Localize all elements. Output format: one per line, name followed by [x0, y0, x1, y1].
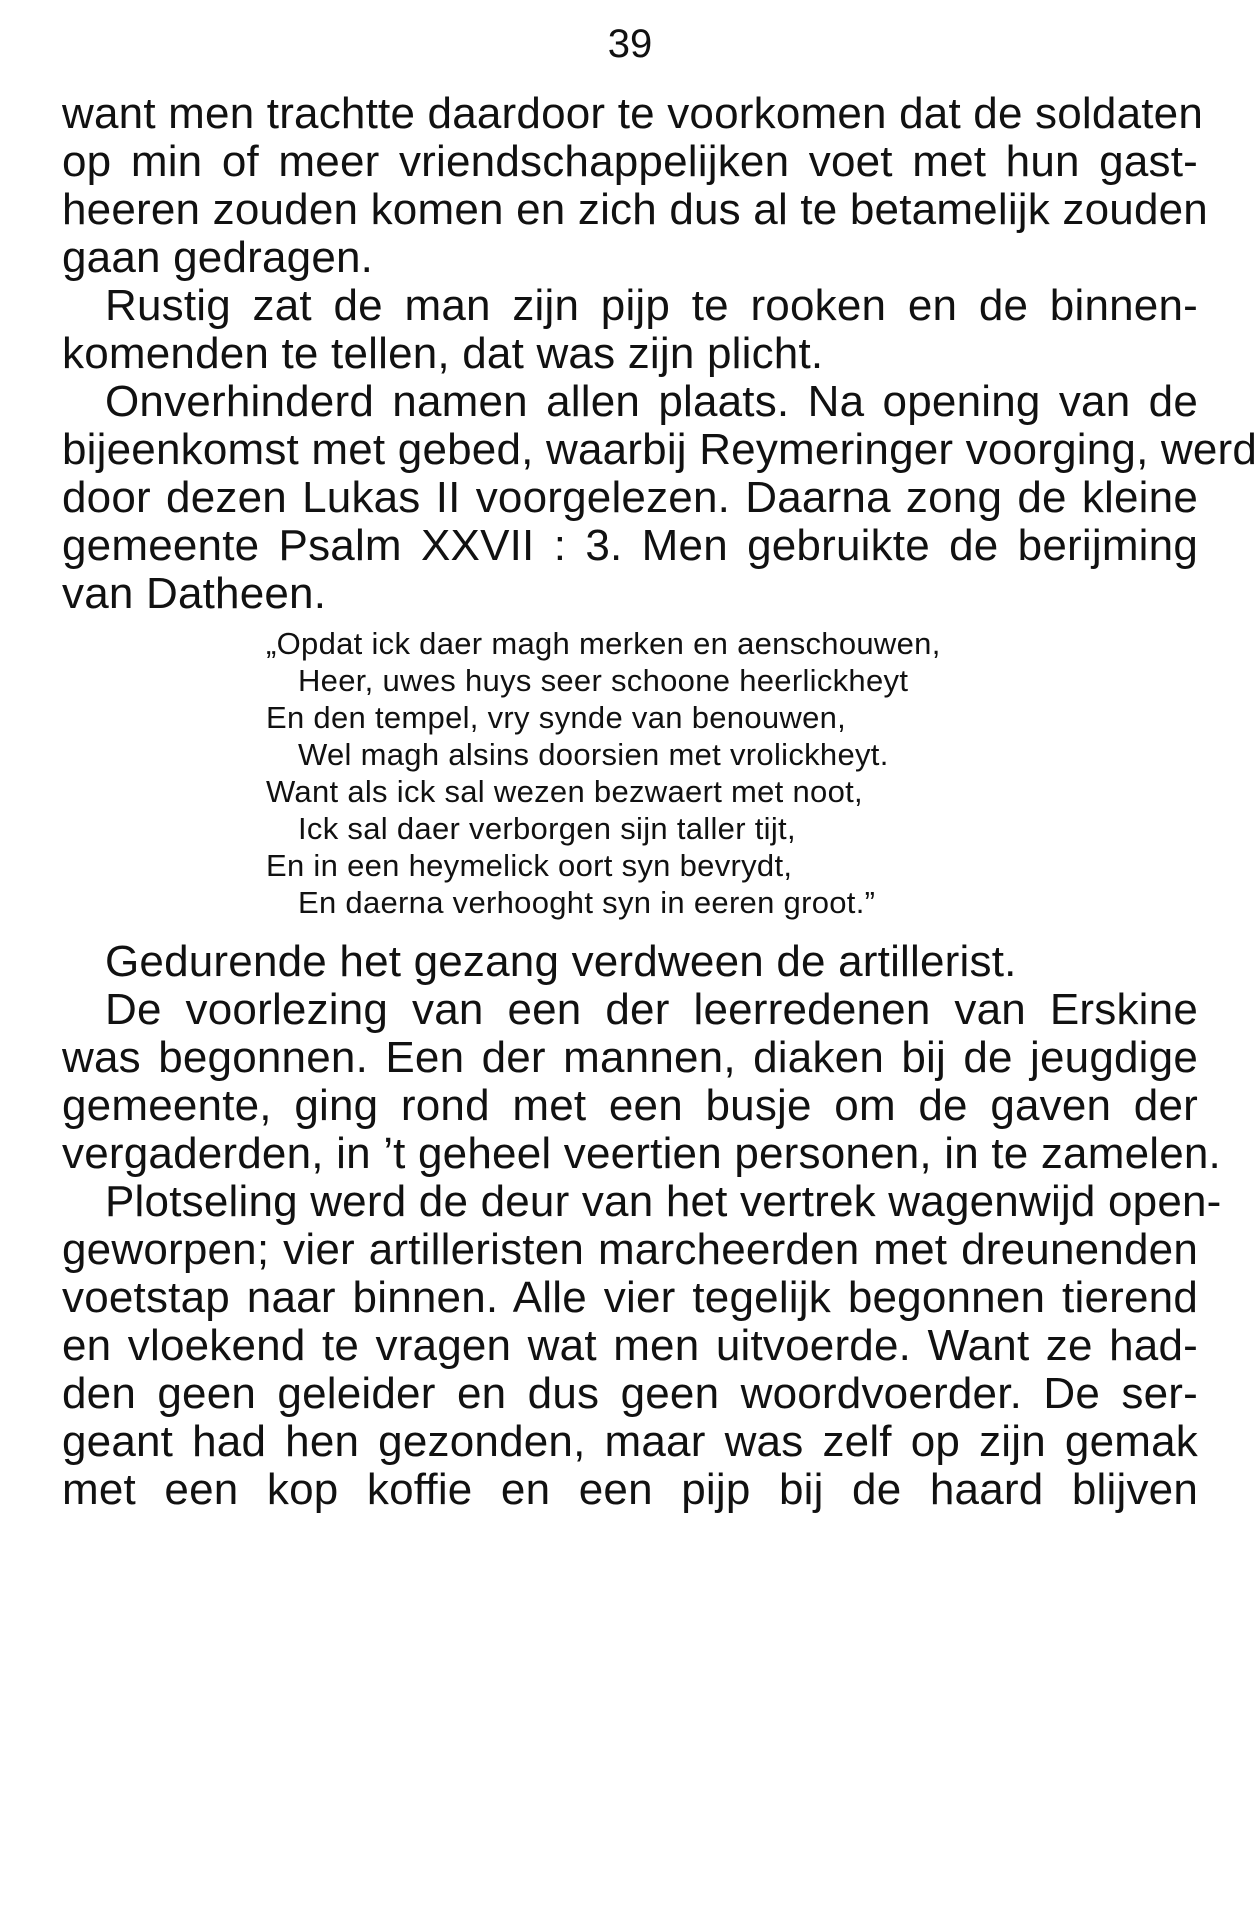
page-number: 39	[607, 22, 653, 66]
text-line: vergaderden, in ’t geheel veertien personen, in te zamelen.	[62, 1129, 1221, 1178]
verse-line: Want als ick sal wezen bezwaert met noot,	[266, 774, 863, 809]
text-line: geworpen; vier artilleristen marcheerden met dreunenden	[62, 1225, 1198, 1274]
verse-line: „Opdat ick daer magh merken en aenschouwen,	[266, 626, 941, 661]
text-line: door dezen Lukas II voorgelezen. Daarna zong de kleine	[62, 473, 1198, 522]
text-line: van Datheen.	[62, 569, 327, 618]
text-line: Plotseling werd de deur van het vertrek wagenwijd open-	[105, 1177, 1222, 1226]
verse-line: En daerna verhooght syn in eeren groot.”	[298, 885, 876, 920]
text-line: geant had hen gezonden, maar was zelf op zijn gemak	[62, 1417, 1198, 1466]
verse-line: En in een heymelick oort syn bevrydt,	[266, 848, 793, 883]
verse-line: Ick sal daer verborgen sijn taller tijt,	[298, 811, 796, 846]
text-line: met een kop koffie en een pijp bij de haard blijven	[62, 1465, 1198, 1514]
verse-line: En den tempel, vry synde van benouwen,	[266, 700, 847, 735]
text-line: Onverhinderd namen allen plaats. Na opening van de	[105, 377, 1198, 426]
text-line: Rustig zat de man zijn pijp te rooken en de binnen-	[105, 281, 1198, 330]
text-line: den geen geleider en dus geen woordvoerder. De ser-	[62, 1369, 1198, 1418]
text-line: komenden te tellen, dat was zijn plicht.	[62, 329, 824, 378]
text-line: bijeenkomst met gebed, waarbij Reymeringer voorging, werd	[62, 425, 1258, 474]
text-line: want men trachtte daardoor te voorkomen dat de soldaten	[62, 89, 1204, 138]
text-line: voetstap naar binnen. Alle vier tegelijk begonnen tierend	[62, 1273, 1198, 1322]
text-line: en vloekend te vragen wat men uitvoerde. Want ze had-	[62, 1321, 1198, 1370]
verse-line: Heer, uwes huys seer schoone heerlickheyt	[298, 663, 909, 698]
text-line: gemeente Psalm XXVII : 3. Men gebruikte de berijming	[62, 521, 1198, 570]
text-line: gemeente, ging rond met een busje om de gaven der	[62, 1081, 1198, 1130]
verse-line: Wel magh alsins doorsien met vrolickheyt.	[298, 737, 889, 772]
text-line: heeren zouden komen en zich dus al te betamelijk zouden	[62, 185, 1208, 234]
text-line: De voorlezing van een der leerredenen van Erskine	[105, 985, 1198, 1034]
text-line: Gedurende het gezang verdween de artillerist.	[105, 937, 1017, 986]
text-line: gaan gedragen.	[62, 233, 374, 282]
text-line: was begonnen. Een der mannen, diaken bij de jeugdige	[62, 1033, 1198, 1082]
text-line: op min of meer vriendschappelijken voet met hun gast-	[62, 137, 1198, 186]
